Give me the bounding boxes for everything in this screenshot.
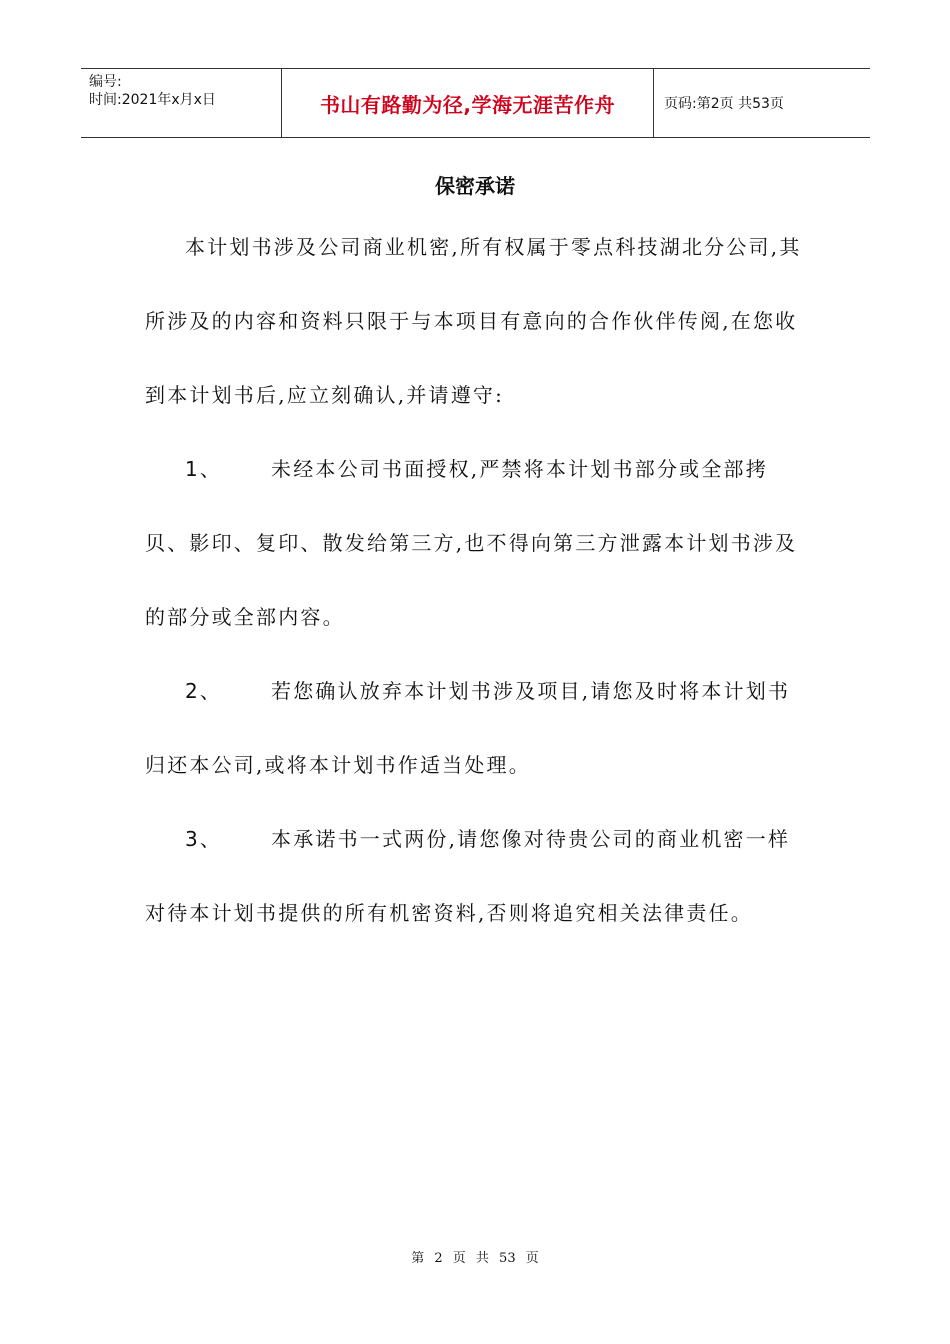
clause-number: 3、	[185, 827, 223, 851]
document-body	[145, 210, 809, 950]
header-motto: 书山有路勤为径,学海无涯苦作舟	[281, 69, 654, 137]
intro-paragraph: 本计划书涉及公司商业机密,所有权属于零点科技湖北分公司,其所涉及的内容和资料只限于与本项目有意向的合作伙伴传阅,在您收到本计划书后,应立刻确认,并请遵守:	[145, 235, 802, 407]
clause-number: 1、	[185, 457, 223, 481]
clause-text: 若您确认放弃本计划书涉及项目,请您及时将本计划书归还本公司,或将本计划书作适当处理。	[145, 679, 791, 777]
clause-1	[145, 432, 809, 654]
header-meta	[81, 69, 281, 137]
page-header	[81, 68, 870, 138]
header-page-info: 页码:第2页 共53页	[664, 96, 784, 112]
clause-text: 未经本公司书面授权,严禁将本计划书部分或全部拷贝、影印、复印、散发给第三方,也不得向第三方泄露本计划书涉及的部分或全部内容。	[145, 457, 798, 629]
page-footer: 第 2 页 共 53 页	[411, 1251, 539, 1266]
document-title: 保密承诺	[435, 174, 515, 198]
header-time: 时间:2021年x月x日	[89, 92, 216, 108]
clause-2	[145, 654, 809, 802]
clause-text: 本承诺书一式两份,请您像对待贵公司的商业机密一样对待本计划书提供的所有机密资料,否则将追究相关法律责任。	[145, 827, 791, 925]
clause-3	[145, 802, 809, 950]
clause-number: 2、	[185, 679, 223, 703]
header-number: 编号:	[89, 74, 122, 90]
